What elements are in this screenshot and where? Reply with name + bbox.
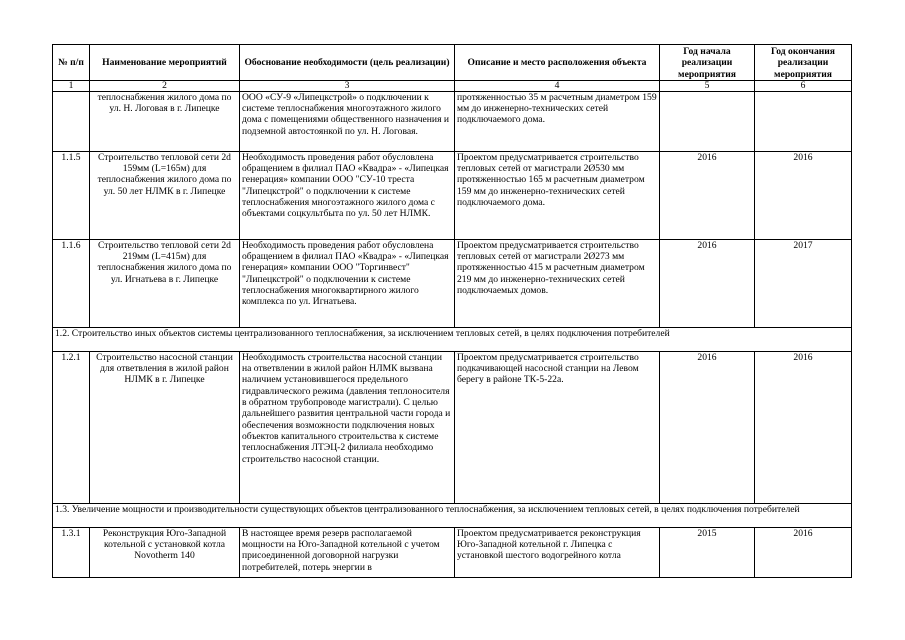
row-reason: ООО «СУ-9 «Липецкстрой» о подключении к системе теплоснабжения многоэтажного жилого дома с помещениями общественного назначения и подземной автостоянкой по ул. Н. Логовая. [240,91,455,151]
col-number: 2 [90,80,240,91]
row-end-year: 2017 [755,239,852,327]
row-end-year: 2016 [755,527,852,577]
table-row [53,239,852,327]
row-start-year: 2016 [660,351,755,503]
col-number: 5 [660,80,755,91]
col-number: 1 [53,80,90,91]
row-name: Строительство тепловой сети 2d 159мм (L=165м) для теплоснабжения жилого дома по ул. 50 лет НЛМК в г. Липецке [90,151,240,239]
measures-table [52,44,852,578]
row-start-year [660,91,755,151]
row-name: теплоснабжения жилого дома по ул. Н. Логовая в г. Липецке [90,91,240,151]
row-end-year: 2016 [755,151,852,239]
row-end-year [755,91,852,151]
table-row [53,91,852,151]
row-reason: Необходимость строительства насосной станции на ответвлении в жилой район НЛМК вызвана наличием установившегося предельного гидравлического режима (давления теплоносителя в обратном трубопроводе магистрали). С целью дальнейшего развития центральной части города и обеспечения возможности подключения новых объектов капитального строительства к системе теплоснабжения ЛТЭЦ-2 филиала необходимо строительство насосной станции. [240,351,455,503]
header-reason: Обоснование необходимости (цель реализации) [240,45,455,81]
row-number: 1.1.5 [53,151,90,239]
row-desc: Проектом предусматривается реконструкция Юго-Западной котельной г. Липецка с установкой шестого водогрейного котла [455,527,660,577]
table-row [53,151,852,239]
header-desc: Описание и место расположения объекта [455,45,660,81]
row-reason: Необходимость проведения работ обусловлена обращением в филиал ПАО «Квадра» - «Липецкая генерация» компании ООО "Торгинвест" "Липецкстрой" о подключении к системе теплоснабжения многоквартирного жилого комплекса по ул. Игнатьева. [240,239,455,327]
table-row [53,351,852,503]
row-desc: Проектом предусматривается строительство подкачивающей насосной станции на Левом берегу в районе ТК-5-22а. [455,351,660,503]
row-reason: В настоящее время резерв располагаемой мощности на Юго-Западной котельной с учетом присоединенной договорной нагрузки потребителей, потерь энергии в [240,527,455,577]
section-row [53,327,852,351]
header-num: № п/п [53,45,90,81]
row-start-year: 2015 [660,527,755,577]
row-desc: Проектом предусматривается строительство тепловых сетей от магистрали 2Ø273 мм протяженностью 415 м расчетным диаметром 219 мм до инженерно-технических сетей подключаемых домов. [455,239,660,327]
column-number-row [53,80,852,91]
row-number: 1.3.1 [53,527,90,577]
row-number [53,91,90,151]
table-row [53,527,852,577]
row-desc: протяженностью 35 м расчетным диаметром 159 мм до инженерно-технических сетей подключаемого дома. [455,91,660,151]
row-name: Реконструкция Юго-Западной котельной с установкой котла Novotherm 140 [90,527,240,577]
row-end-year: 2016 [755,351,852,503]
row-start-year: 2016 [660,239,755,327]
section-row [53,503,852,527]
header-row [53,45,852,81]
section-heading: 1.3. Увеличение мощности и производительности существующих объектов централизованного теплоснабжения, за исключением тепловых сетей, в целях подключения потребителей [53,503,852,527]
col-number: 6 [755,80,852,91]
row-number: 1.2.1 [53,351,90,503]
row-name: Строительство насосной станции для ответвления в жилой район НЛМК в г. Липецке [90,351,240,503]
row-desc: Проектом предусматривается строительство тепловых сетей от магистрали 2Ø530 мм протяженностью 165 м расчетным диаметром 159 мм до инженерно-технических сетей подключаемого дома. [455,151,660,239]
col-number: 3 [240,80,455,91]
col-number: 4 [455,80,660,91]
header-name: Наименование мероприятий [90,45,240,81]
row-name: Строительство тепловой сети 2d 219мм (L=415м) для теплоснабжения жилого дома по ул. Игнатьева в г. Липецке [90,239,240,327]
section-heading: 1.2. Строительство иных объектов системы централизованного теплоснабжения, за исключением тепловых сетей, в целях подключения потребителей [53,327,852,351]
header-end: Год окончания реализации мероприятия [755,45,852,81]
row-reason: Необходимость проведения работ обусловлена обращением в филиал ПАО «Квадра» - «Липецкая генерация» компании ООО "СУ-10 треста "Липецкстрой" о подключении к системе теплоснабжения многоэтажного жилого дома с объектами соцкультбыта по ул. 50 лет НЛМК. [240,151,455,239]
row-number: 1.1.6 [53,239,90,327]
header-start: Год начала реализации мероприятия [660,45,755,81]
row-start-year: 2016 [660,151,755,239]
